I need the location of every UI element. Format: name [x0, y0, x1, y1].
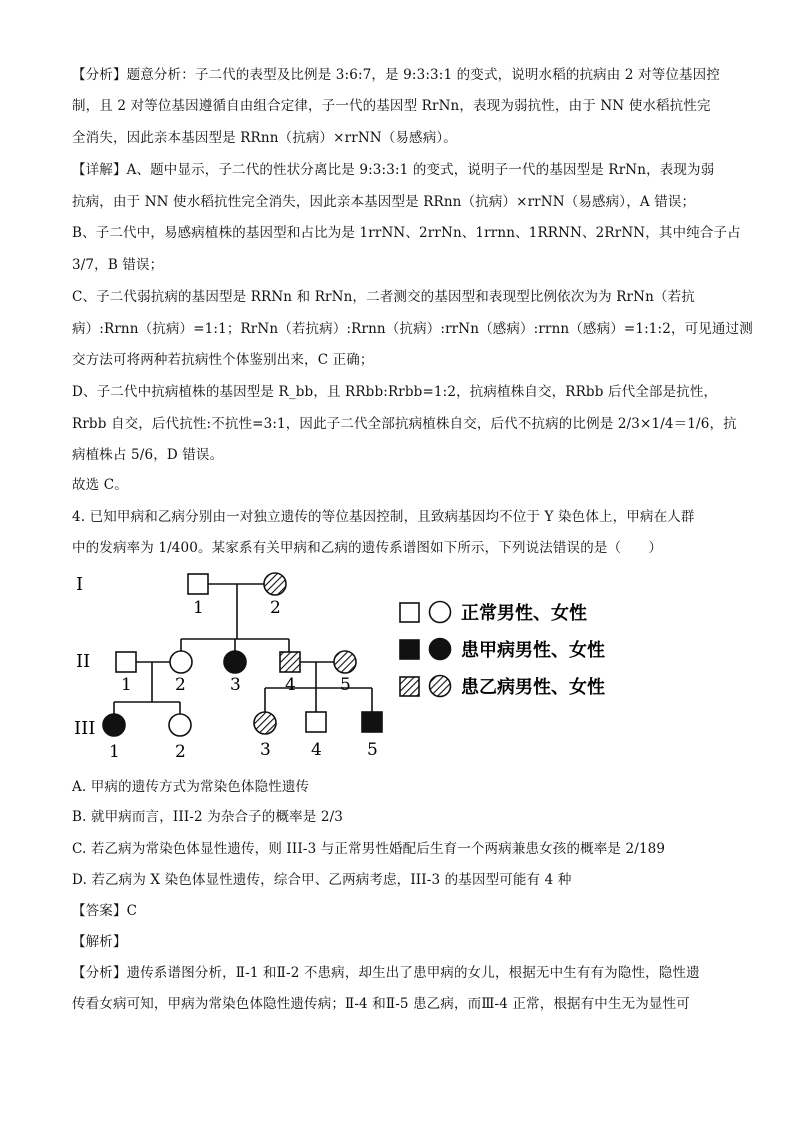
question-line: 中的发病率为 1/400。某家系有关甲病和乙病的遗传系谱图如下所示，下列说法错误的是（ ）	[72, 540, 663, 556]
option-d: D. 若乙病为 X 染色体显性遗传，综合甲、乙两病考虑，III-3 的基因型可能有 4 种	[72, 872, 572, 888]
analysis-heading: 【解析】	[72, 934, 127, 950]
text-line: 病植株占 5/6，D 错误。	[72, 447, 224, 463]
gen3-male-normal	[306, 712, 326, 732]
text-line: 传看女病可知，甲病为常染色体隐性遗传病；Ⅱ-4 和Ⅱ-5 患乙病，而Ⅲ-4 正常，根据有中生无为显性可	[72, 996, 690, 1012]
text-line: C、子二代弱抗病的基因型是 RRNn 和 RrNn，二者测交的基因型和表现型比例依次为为 RrNn（若抗	[72, 289, 695, 305]
gen1-female-disease-b	[264, 573, 286, 595]
legend-label: 患乙病男性、女性	[461, 677, 605, 698]
individual-number: 2	[175, 675, 186, 695]
text-line: 交方法可将两种若抗病性个体鉴别出来，C 正确；	[72, 352, 374, 368]
text-line: 全消失，因此亲本基因型是 RRnn（抗病）×rrNN（易感病）。	[72, 130, 457, 146]
text-line: 病）:Rrnn（抗病）=1:1；RrNn（若抗病）:Rrnn（抗病）:rrNn（感病）:rrnn（感病）=1:1:2，可见通过测	[72, 321, 753, 337]
legend-male-disease-b-icon	[400, 677, 419, 696]
gen3-female-disease-a	[103, 714, 125, 736]
option-c: C. 若乙病为常染色体显性遗传，则 III-3 与正常男性婚配后生育一个两病兼患女孩的概率是 2/189	[72, 841, 666, 857]
text-line: 【分析】遗传系谱图分析，Ⅱ-1 和Ⅱ-2 不患病，却生出了患甲病的女儿，根据无中生有有为隐性，隐性遗	[72, 965, 700, 981]
gen1-male-normal	[188, 574, 208, 594]
gen2-male-normal	[116, 652, 136, 672]
individual-number: 2	[175, 742, 186, 762]
text-line: D、子二代中抗病植株的基因型是 R_bb，且 RRbb:Rrbb=1:2，抗病植株自交，RRbb 后代全部是抗性，	[72, 384, 718, 400]
legend-label: 正常男性、女性	[461, 603, 587, 624]
legend-female-disease-b-icon	[430, 676, 451, 697]
text-line: B、子二代中，易感病植株的基因型和占比为是 1rrNN、2rrNn、1rrnn、1RRNN、2RrNN，其中纯合子占	[72, 225, 741, 241]
gen2-male-disease-b	[280, 652, 300, 672]
text-line: 制，且 2 对等位基因遵循自由组合定律，子一代的基因型 RrNn，表现为弱抗性，由于 NN 使水稻抗性完	[72, 98, 711, 114]
gen3-female-normal	[169, 714, 191, 736]
gen2-female-normal	[170, 651, 192, 673]
individual-number: 5	[340, 675, 351, 695]
generation-label: I	[76, 574, 84, 595]
individual-number: 1	[193, 598, 204, 618]
individual-number: 3	[230, 675, 241, 695]
legend-label: 患甲病男性、女性	[461, 640, 605, 661]
generation-label: II	[76, 651, 91, 672]
legend-female-normal-icon	[430, 602, 451, 623]
individual-number: 3	[260, 740, 271, 760]
individual-number: 1	[109, 742, 120, 762]
pedigree-chart	[72, 566, 632, 778]
legend-female-disease-a-icon	[430, 639, 451, 660]
gen3-female-disease-b	[254, 712, 276, 734]
gen2-female-disease-b	[334, 651, 356, 673]
text-line: 故选 C。	[72, 477, 128, 493]
legend-male-disease-a-icon	[400, 640, 419, 659]
individual-number: 1	[121, 675, 132, 695]
individual-number: 2	[270, 598, 281, 618]
answer: 【答案】C	[72, 903, 138, 919]
text-line: 抗病，由于 NN 使水稻抗性完全消失，因此亲本基因型是 RRnn（抗病）×rrNN（易感病），A 错误；	[72, 194, 696, 210]
gen3-male-disease-a	[362, 712, 382, 732]
option-b: B. 就甲病而言，III-2 为杂合子的概率是 2/3	[72, 809, 344, 825]
text-line: 3/7，B 错误；	[72, 257, 164, 273]
text-line: 【详解】A、题中显示，子二代的性状分离比是 9:3:3:1 的变式，说明子一代的基因型是 RrNn，表现为弱	[72, 162, 715, 178]
text-line: Rrbb 自交，后代抗性:不抗性=3:1，因此子二代全部抗病植株自交，后代不抗病的比例是 2/3×1/4＝1/6，抗	[72, 416, 737, 432]
individual-number: 4	[285, 675, 296, 695]
question-line: 4. 已知甲病和乙病分别由一对独立遗传的等位基因控制，且致病基因均不位于 Y 染色体上，甲病在人群	[72, 509, 695, 525]
gen2-female-disease-a	[224, 651, 246, 673]
text-line: 【分析】题意分析：子二代的表型及比例是 3:6:7，是 9:3:3:1 的变式，说明水稻的抗病由 2 对等位基因控	[72, 67, 720, 83]
legend-male-normal-icon	[400, 603, 419, 622]
individual-number: 5	[367, 740, 378, 760]
individual-number: 4	[311, 740, 322, 760]
generation-label: III	[74, 718, 96, 739]
option-a: A. 甲病的遗传方式为常染色体隐性遗传	[72, 779, 310, 795]
